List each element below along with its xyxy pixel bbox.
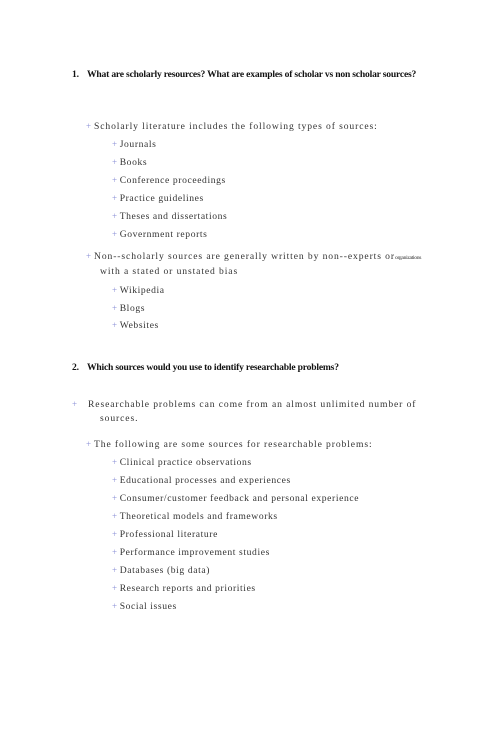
list-item: + Professional literature (112, 529, 218, 540)
point-text-continued: with a stated or unstated bias (100, 266, 239, 277)
question-text: What are scholarly resources? What are examples of scholar vs non scholar sources? (87, 69, 417, 80)
question-number: 1. (72, 69, 79, 80)
list-item: + Databases (big data) (112, 565, 211, 576)
plus-bullet-icon: + (112, 285, 118, 295)
plus-bullet-icon: + (112, 565, 118, 575)
plus-bullet-icon: + (112, 547, 118, 557)
list-item: + Books (112, 157, 148, 168)
list-item: + Research reports and priorities (112, 583, 256, 594)
plus-bullet-icon: + (112, 511, 118, 521)
plus-bullet-icon: + (112, 193, 118, 203)
plus-bullet-icon: + (112, 139, 118, 149)
plus-bullet-icon: + (86, 251, 92, 261)
point-text: Researchable problems can come from an almost unlimited number of sources. (88, 399, 417, 424)
list-item: + Performance improvement studies (112, 547, 270, 558)
point-text: The following are some sources for researchable problems: (93, 439, 373, 450)
plus-bullet-icon: + (86, 439, 92, 449)
plus-bullet-icon: + (112, 157, 118, 167)
plus-bullet-icon: + (112, 457, 118, 467)
list-item: + Practice guidelines (112, 193, 204, 204)
point-text: Non--scholarly sources are generally written by non--experts or (93, 251, 395, 262)
list-item: + Conference proceedings (112, 175, 226, 186)
bullet-point (86, 437, 456, 452)
list-item: + Clinical practice observations (112, 457, 252, 468)
plus-bullet-icon: + (112, 229, 118, 239)
question-number: 2. (72, 362, 79, 373)
list-item: + Educational processes and experiences (112, 475, 291, 486)
list-item: + Consumer/customer feedback and personal experience (112, 493, 360, 504)
plus-bullet-icon: + (112, 303, 118, 313)
question-1 (72, 68, 432, 82)
list-item: + Government reports (112, 229, 208, 240)
plus-bullet-icon: + (112, 493, 118, 503)
question-2 (72, 361, 432, 375)
list-item: + Websites (112, 320, 159, 331)
list-item: + Wikipedia (112, 285, 165, 296)
point-text: Scholarly literature includes the following types of sources: (93, 121, 378, 132)
bullet-point (86, 249, 456, 279)
point-text-small: organizations (394, 255, 422, 261)
plus-bullet-icon: + (112, 475, 118, 485)
plus-bullet-icon: + (112, 583, 118, 593)
plus-bullet-icon: + (112, 175, 118, 185)
plus-bullet-icon: + (86, 121, 92, 131)
question-text: Which sources would you use to identify researchable problems? (87, 362, 339, 373)
list-item: + Theoretical models and frameworks (112, 511, 278, 522)
list-item: + Blogs (112, 303, 146, 314)
plus-bullet-icon: + (112, 529, 118, 539)
list-item: + Theses and dissertations (112, 211, 228, 222)
plus-bullet-icon: + (112, 320, 118, 330)
list-item: + Journals (112, 139, 157, 150)
plus-bullet-icon: + (112, 211, 118, 221)
plus-bullet-icon: + (112, 601, 118, 611)
bullet-point (86, 119, 456, 134)
list-item: + Social issues (112, 601, 177, 612)
bullet-point: + Researchable problems can come from an almost unlimited number of sources. (72, 399, 417, 424)
